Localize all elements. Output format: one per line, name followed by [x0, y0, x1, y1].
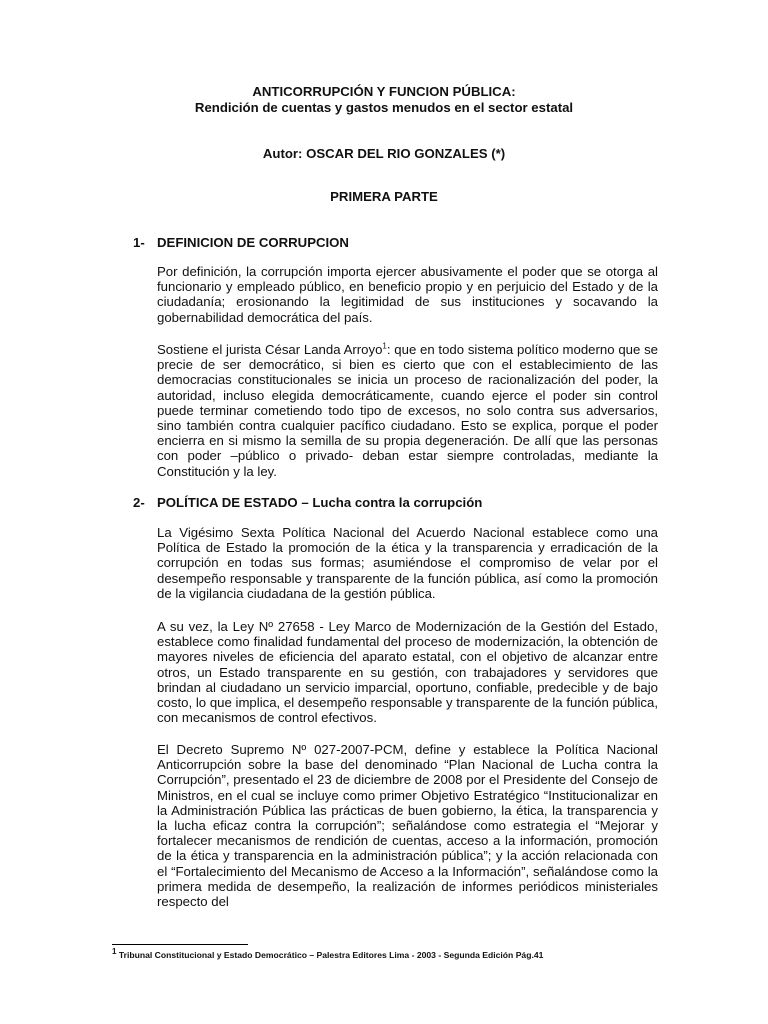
footnote-separator	[112, 944, 248, 945]
document-subtitle: Rendición de cuentas y gastos menudos en el sector estatal	[194, 100, 574, 115]
paragraph: Por definición, la corrupción importa ejercer abusivamente el poder que se otorga al funcionario y empleado público, en beneficio propio y en perjuicio del Estado y de la ciudadanía; erosionando la legitimidad de sus instituciones y socavando la gobernabilidad democrática del país.	[157, 264, 658, 325]
paragraph-with-footnote	[157, 342, 658, 479]
paragraph: El Decreto Supremo Nº 027-2007-PCM, define y establece la Política Nacional Anticorrupción sobre la base del denominado “Plan Nacional de Lucha contra la Corrupción”, presentado el 23 de diciembre de 2008 por el Presidente del Consejo de Ministros, en el cual se incluye como primer Objetivo Estratégico “Institucionalizar en la Administración Pública las prácticas de buen gobierno, la ética, la transparencia y la lucha eficaz contra la corrupción”; señalándose como estrategia el “Mejorar y fortalecer mecanismos de rendición de cuentas, acceso a la información, promoción de la ética y transparencia en la administración pública”; y la acción relacionada con el “Fortalecimiento del Mecanismo de Acceso a la Información”, señalándose como la primera medida de desempeño, la realización de informes periódicos ministeriales respecto del	[157, 742, 658, 910]
section-number: 2-	[133, 495, 145, 510]
section-title: POLÍTICA DE ESTADO – Lucha contra la corrupción	[157, 495, 483, 510]
footnote-reference: 1	[382, 341, 387, 351]
footnote-marker: 1	[112, 947, 117, 957]
paragraph-body: que se precie de ser democrático, si bien es cierto que con el establecimiento de las democracias constitucionales se inicia un proceso de racionalización del poder, la autoridad, incluso elegida democráticamente, cuando ejerce el poder sin control puede terminar cometiendo todo tipo de excesos, no solo contra sus adversarios, sino también contra cualquier pacífico ciudadano. Esto se explica, porque el poder encierra en si mismo la semilla de su propia degeneración. De allí que las personas con poder –público o privado- deban estar siempre controladas, mediante la Constitución y la ley.	[157, 342, 658, 479]
section-2-heading	[133, 495, 482, 511]
footnote-text: Tribunal Constitucional y Estado Democrático – Palestra Editores Lima - 2003 - Segunda Edición Pág.41	[118, 950, 544, 960]
paragraph: La Vigésimo Sexta Política Nacional del Acuerdo Nacional establece como una Política de Estado la promoción de la ética y la transparencia y erradicación de la corrupción en todas sus formas; asumiéndose el compromiso de velar por el desempeño responsable y transparente de la función pública, así como la promoción de la vigilancia ciudadana de la gestión pública.	[157, 525, 658, 601]
footnote	[112, 947, 544, 961]
paragraph-lead: Sostiene el jurista César Landa Arroyo	[157, 342, 383, 357]
part-heading: PRIMERA PARTE	[330, 189, 438, 204]
paragraph-lead-end: : que en todo sistema político moderno	[386, 342, 615, 357]
author-line: Autor: OSCAR DEL RIO GONZALES (*)	[262, 146, 506, 161]
section-1-heading	[133, 235, 349, 251]
section-number: 1-	[133, 235, 145, 250]
paragraph: A su vez, la Ley Nº 27658 - Ley Marco de Modernización de la Gestión del Estado, establece como finalidad fundamental del proceso de modernización, la obtención de mayores niveles de eficiencia del aparato estatal, con el objetivo de alcanzar entre otros, un Estado transparente en su gestión, con trabajadores y servidores que brindan al ciudadano un servicio imparcial, oportuno, confiable, predecible y de bajo costo, lo que implica, el desempeño responsable y transparente de la función pública, con mecanismos de control efectivos.	[157, 619, 658, 726]
section-title: DEFINICION DE CORRUPCION	[157, 235, 349, 250]
document-title: ANTICORRUPCIÓN Y FUNCION PÚBLICA:	[252, 84, 516, 99]
